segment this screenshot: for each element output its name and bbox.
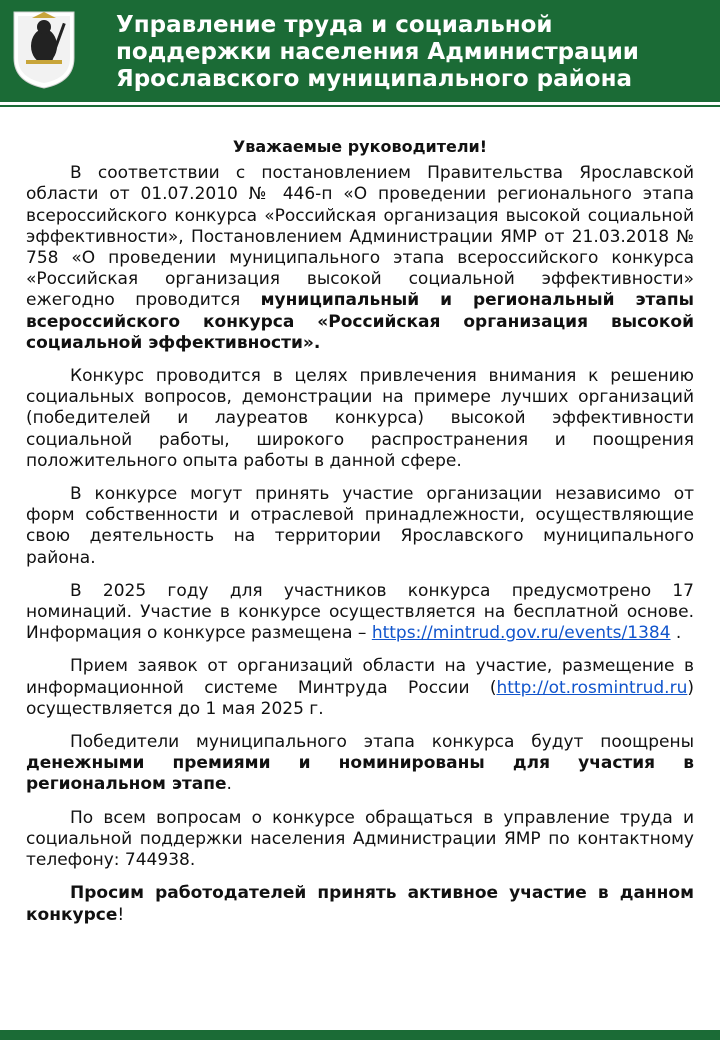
paragraph-text: Победители муниципального этапа конкурса будут поощрены [70, 732, 694, 753]
paragraph-text-after: ) осуществляется до 1 мая 2025 г. [26, 677, 694, 719]
paragraph-nominations [26, 581, 694, 645]
paragraph-text-after: . [670, 623, 682, 644]
paragraph-text: В 2025 году для участников конкурса предусмотрено 17 номинаций. Участие в конкурсе осуществляется на бесплатной основе. Информация о конкурсе размещена – [26, 580, 694, 644]
paragraph-winners [26, 732, 694, 796]
greeting: Уважаемые руководители! [232, 137, 488, 156]
paragraph-bold: денежными премиями и номинированы для участия в региональном этапе [26, 753, 694, 795]
paragraph-bold: муниципальный и региональный этапы всероссийского конкурса «Российская организация высокой социальной эффективности». [26, 290, 694, 353]
paragraph-text: Прием заявок от организаций области на участие, размещение в информационной системе Минтруда России ( [26, 656, 694, 698]
paragraph-appeal [26, 883, 694, 925]
paragraph-participants: В конкурсе могут принять участие организации независимо от форм собственности и отраслевой принадлежности, осуществляющие свою деятельность на территории Ярославского муниципального района. [26, 484, 694, 568]
footer-bar [0, 1030, 720, 1040]
header-banner [0, 0, 720, 102]
paragraph-legal-basis [26, 163, 694, 354]
paragraph-text-after: ! [117, 904, 125, 925]
paragraph-text: В соответствии с постановлением Правительства Ярославской области от 01.07.2010 № 446-п «О проведении регионального этапа всероссийского конкурса «Российская организация высокой социальной эффективности», Постановлением Администрации ЯМР от 21.03.2018 № 758 «О проведении муниципального этапа всероссийского конкурса «Российская организация высокой социальной эффективности» ежегодно проводится [26, 163, 694, 311]
letter-body [26, 136, 694, 938]
coat-of-arms-icon [12, 10, 76, 90]
paragraph-applications [26, 656, 694, 720]
paragraph-text-after: . [226, 774, 232, 795]
header-divider-thin [0, 105, 720, 107]
mintrud-events-link[interactable]: https://mintrud.gov.ru/events/1384 [371, 623, 671, 644]
rosmintrud-link[interactable]: http://ot.rosmintrud.ru [496, 677, 688, 698]
header-title: Управление труда и социальной поддержки населения Администрации Ярославского муниципального района [116, 12, 639, 92]
paragraph-purpose: Конкурс проводится в целях привлечения внимания к решению социальных вопросов, демонстрации на примере лучших организаций (победителей и лауреатов конкурса) высокой эффективности социальной работы, широкого распространения и поощрения положительного опыта работы в данной сфере. [26, 366, 694, 471]
paragraph-contacts: По всем вопросам о конкурсе обращаться в управление труда и социальной поддержки населения Администрации ЯМР по контактному телефону: 744938. [26, 807, 694, 871]
paragraph-bold: Просим работодателей принять активное участие в данном конкурсе [26, 883, 694, 925]
